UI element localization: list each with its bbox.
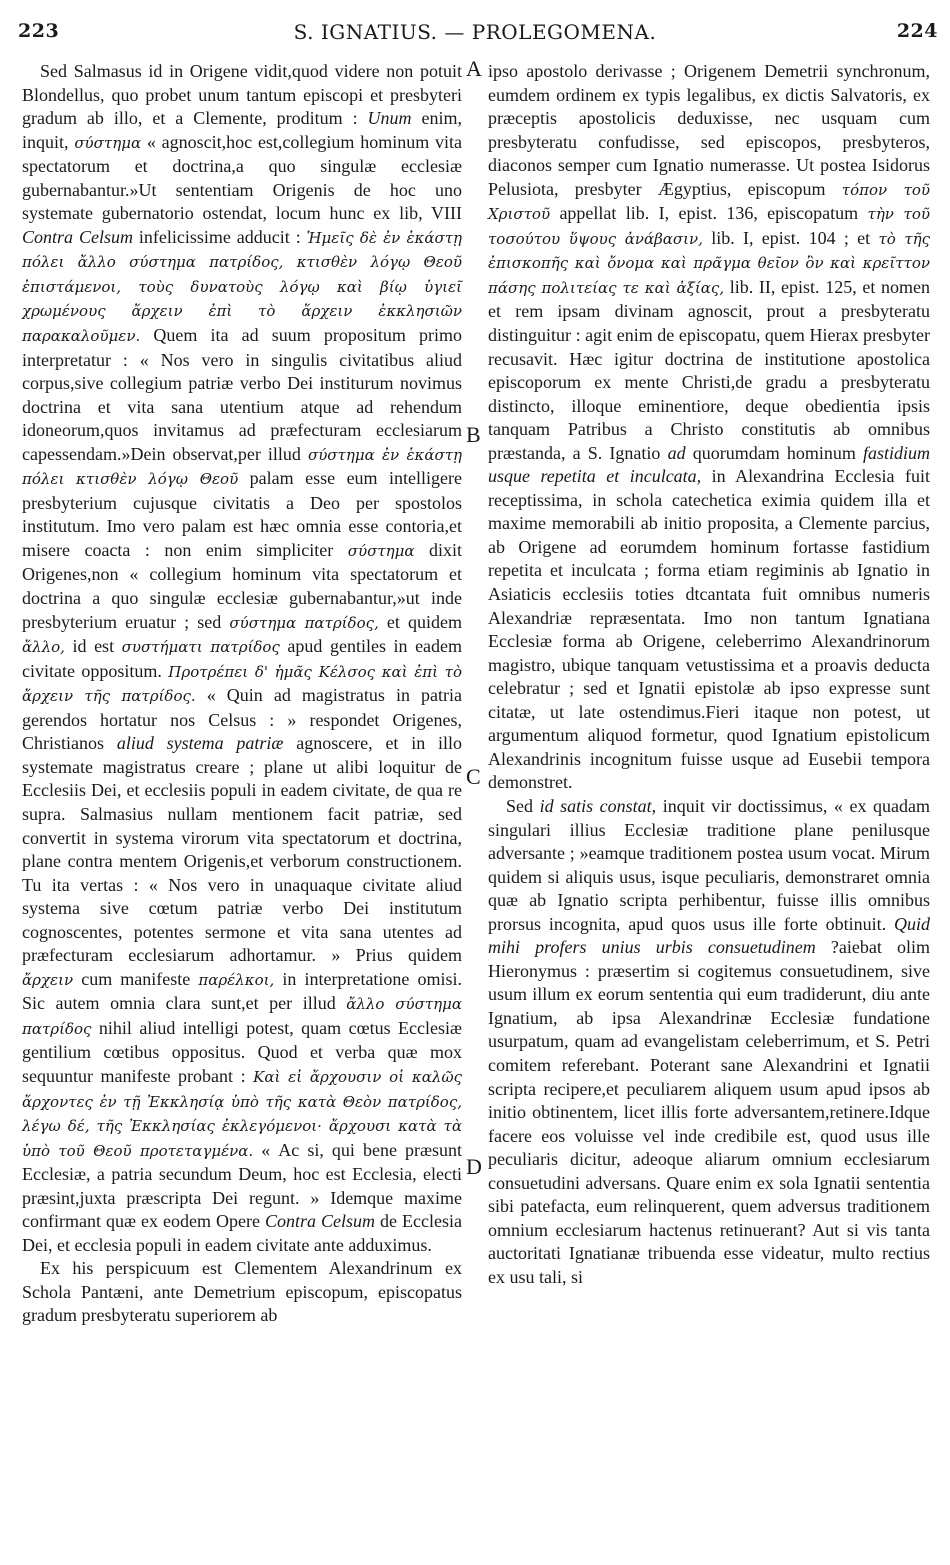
text-run: quorumdam hominum: [692, 442, 856, 463]
greek-run: συστήματι πατρίδος: [121, 638, 280, 657]
text-run: dixit Origenes,non « collegium hominum vita spectatorum et doctrina a quo singulæ ecclesiæ gubernabantur,»ut inde presbyterium eruatur ; sed: [22, 539, 463, 632]
text-run: de Ecclesia Dei, et ecclesia populi in eadem civitate ante adduximus.: [22, 1211, 463, 1255]
margin-letter-b: B: [466, 422, 481, 447]
greek-run: Καὶ εἰ ἄρχουσιν οἱ καλῶς ἄρχοντες ἐν τῇ Ἐκκλησίᾳ ὑπὸ τῆς κατὰ Θεὸν πατρίδος, λέγω δέ, τῆς Ἐκκλησίας ἐκλεγόμενοι· ἄρχουσι κατὰ τὰ ὑπὸ τοῦ Θεοῦ προτεταγμένα.: [22, 1067, 462, 1160]
text-run: « Quin ad magistratus in patria gerendos hortatur nos Celsus : » respondet Origenes, Christianos: [22, 685, 463, 754]
greek-run: ἄλλο,: [22, 638, 65, 657]
text-run: ipso apostolo derivasse ; Origenem Demetrii synchronum, eumdem ordinem ex typis legalibus, ex dictis Salvatoris, ex præceptis apostolicis deduxisse, nec usquam cum presbyteratu confudisse, sed episcopos, presbyteros, diaconos semper cum Ignatio numerasse. Ut postea Isidorus Pelusiota, presbyter Ægyptius, episcopum: [488, 61, 930, 199]
page-number-left: 223: [18, 20, 60, 42]
text-run: id est: [72, 636, 115, 657]
text-run: agnoscere, et in illo systemate magistratus creare ; plane ut alibi loquitur de Ecclesiis Dei, et ecclesiis populi in eadem civitate, de qua re supra. Salmasius nullam mentionem facit patriæ, sed convertit in systema virorum vita spectatorum et doctrina, plane contra mentem Origenis,et verborum constructionem. Tu ita vertas : « Nos vero in unaquaque civitate aliud systema sive cœtum patriæ verbo Dei institutum cognoscentes, potentes sermone et vita sana utentes ad præfecturam ecclesiarum adhortamur. » Prius quidem: [22, 733, 463, 966]
text-run: Sed: [506, 795, 533, 816]
right-paragraph-1: [488, 60, 930, 795]
text-run: Quem ita ad suum propositum primo interpretatur : « Nos vero in singulis civitatibus aliud corpus,sive collegium patriæ verbo Dei institurum novimus doctrina et vita sana utentium atque ad rehendum idoneorum,quos invitamus ad præfecturam ecclesiarum capessendam.»Dein observat,per illud: [22, 325, 463, 464]
greek-run: σύστημα: [347, 541, 415, 560]
text-run: lib. II, epist. 125, et nomen et rem ipsam divinam agnoscit, prout a presbyteratu distinguitur : agit enim de episcopatu, quem Hierax presbyter recusavit. Hæc igitur doctrina de institutione apostolica episcoporum ex mente Christi,de gradu a presbyteratu distincto, illoque eminentiore, deque obedientia ipsis tanquam Patribus a Christo constitutis ab omnibus præstanda, a S. Ignatio: [488, 276, 930, 463]
text-run: « Ac si, qui bene præsunt Ecclesiæ, a patria secundum Deum, hoc est Ecclesia, electi præsint,juxta præscripta Dei regunt. » Idemque maxime confirmant quæ ex eodem Opere: [22, 1139, 462, 1232]
text-run: in Alexandrina Ecclesia fuit receptissima, in schola catechetica eximia quidem illa et maxime memorabili ab initio proposita, a Clemente parcius, ab Origene ad eorumdem hominum fortasse fastidium repetita et inculcata ; forma etiam regiminis ab Ignatio in Asiaticis ecclesiis toties dtcantata fuit omnibus numeris Alexandriæ repræsentata. Imo non tantum Ignatiana Ecclesiæ forma ab Origene, celeberrimo Alexandrinorum magistro, ubique tanquam vetustissima et a proavis deducta celebratur ; sed et Ignatii epistolæ ab ipso expresse sunt citatæ, ut late ostendimus.Fieri itaque non potest, ut argumentum aliquod formetur, quod Ignatium epistolicum Alexandrinis incognitum fuisse usque ad Eusebii tempora demonstret.: [488, 466, 930, 793]
text-run: « agnoscit,hoc est,collegium hominum vita spectatorum et doctrina,a quo singulæ ecclesiæ gubernabantur.»Ut sententiam Origenis de hoc uno systemate gubernatorio ostendat, locum hunc ex lib, VIII: [22, 131, 462, 224]
greek-run: τὸ τῆς ἐπισκοπῆς καὶ ὄνομα καὶ πρᾶγμα θεῖον ὂν καὶ κρεῖττον πάσης πολιτείας τε καὶ ἀξίας,: [488, 229, 931, 297]
margin-letter-d: D: [466, 1154, 482, 1179]
text-run: enim, inquit,: [22, 108, 462, 152]
text-run: lib. I, epist. 104 ; et: [711, 227, 871, 248]
italic-run: fastidium usque repetita et inculcata,: [488, 442, 931, 487]
text-run: in interpretatione omisi. Sic autem omnia clara sunt,et per illud: [22, 968, 463, 1014]
greek-run: τόπον τοῦ Χριστοῦ: [488, 180, 931, 224]
greek-run: σύστημα ἐν ἑκάστῃ πόλει κτισθὲν λόγῳ Θεοῦ: [22, 445, 462, 489]
greek-run: σύστημα πατρίδος,: [229, 613, 379, 632]
italic-run: Contra Celsum: [265, 1211, 376, 1232]
text-run: palam esse eum intelligere presbyterium cujusque civitatis a Deo per spostolos institutum. Imo vero palam est hæc omnia esse contoria,et misere coacta : non enim simpliciter: [22, 468, 462, 560]
left-paragraph-1: [22, 60, 462, 1257]
italic-run: aliud systema patriæ: [116, 733, 284, 754]
text-run: inquit vir doctissimus, « ex quadam singulari illius Ecclesiæ traditione plane penilusque adversante ; »eamque traditionem postea usum vocat. Mirum quidem si aliquis usus, isque peculiaris, demonstraret omnia quæ ab Ignatio scripta perhibentur, fuisse illis omnibus prorsus incognita, apud quos usus ille forte obtinuit.: [488, 795, 931, 934]
greek-run: ἄλλο σύστημα πατρίδος: [22, 995, 462, 1038]
italic-run: id satis constat,: [539, 795, 657, 816]
italic-run: Unum: [367, 108, 412, 129]
running-title: S. IGNATIUS. — PROLEGOMENA.: [293, 20, 657, 44]
left-paragraph-2: [22, 1257, 462, 1328]
page-number-right: 224: [896, 20, 938, 42]
greek-run: Προτρέπει δ' ἡμᾶς Κέλσος καὶ ἐπὶ τὸ ἄρχειν τῆς πατρίδος.: [22, 662, 463, 706]
right-paragraph-2: [488, 795, 930, 1289]
italic-run: Contra Celsum: [22, 226, 133, 247]
text-run: Ex his perspicuum est Clementem Alexandrinum ex Schola Pantæni, ante Demetrium episcopum, episcopatus gradum presbyteratu superiorem ab: [22, 1258, 462, 1326]
margin-letter-a: A: [466, 56, 482, 81]
text-run: et quidem: [386, 611, 463, 632]
greek-run: Ἡμεῖς δὲ ἐν ἑκάστῃ πόλει ἄλλο σύστημα πατρίδος, κτισθὲν λόγῳ Θεοῦ ἐπιστάμενοι, τοὺς δυνατοὺς λόγῳ καὶ βίῳ ὑγιεῖ χρωμένους ἄρχειν ἐπὶ τὸ ἄρχειν ἐκκλησιῶν παρακαλοῦμεν.: [22, 228, 463, 346]
greek-run: ἄρχειν: [22, 970, 74, 989]
text-run: infelicissime adducit :: [138, 226, 301, 247]
italic-run: Quid mihi profers unius urbis consuetudinem: [488, 913, 931, 958]
greek-run: τὴν τοῦ τοσούτου ὕψους ἀνάβασιν,: [488, 205, 930, 248]
text-run: appellat lib. I, epist. 136, episcopatum: [559, 203, 859, 224]
text-run: ?aiebat olim Hieronymus : præsertim si cogitemus consuetudinem, sive usum illum ex eorum sententia qui eum tradiderunt, diu ante Ignatium, ab ipsa Alexandrinæ Ecclesiæ fundatione usurpatum, quam ad evangelistam celeberrimum, et S. Petri comitem referebant. Poterant sane Alexandrini et Ignatii scripta recipere,et peculiarem aliquem usum apud ipsos ab initio obtinentem, licet illis forte adversantem,retinere.Idque facere eos voluisse vel inde credibile est, quod usus ille peculiaris dicitur, adeoque aliarum omnium ecclesiarum consuetudini adversans. Quare enim ex sola Ignatii sententia sibi patefacta, eum relinquerent, quem adversus traditionem omnium ecclesiarum hactenus retinuerant? Aut si vis tanta auctoritati Ignatianæ tribuenda esse videatur, multo rectius ex usu tali, si: [488, 937, 931, 1287]
text-run: apud gentiles in eadem civitate oppositum.: [22, 636, 463, 681]
text-run: nihil aliud intelligi potest, quam cœtus Ecclesiæ gentilium cœtibus oppositus. Quod et verba quæ mox sequuntur manifeste probant :: [22, 1017, 463, 1086]
greek-run: παρέλκοι,: [198, 970, 275, 989]
margin-letter-c: C: [466, 764, 481, 789]
text-run: Sed Salmasus id in Origene vidit,quod videre non potuit Blondellus, quo probet unum tantum episcopi et presbyteri gradum ab illo, et a Clemente, proditum :: [22, 61, 462, 129]
greek-run: σύστημα: [74, 133, 142, 152]
right-column: [488, 60, 930, 1289]
italic-run: ad: [667, 442, 686, 463]
left-column: [22, 60, 462, 1328]
text-run: cum manifeste: [81, 968, 191, 989]
